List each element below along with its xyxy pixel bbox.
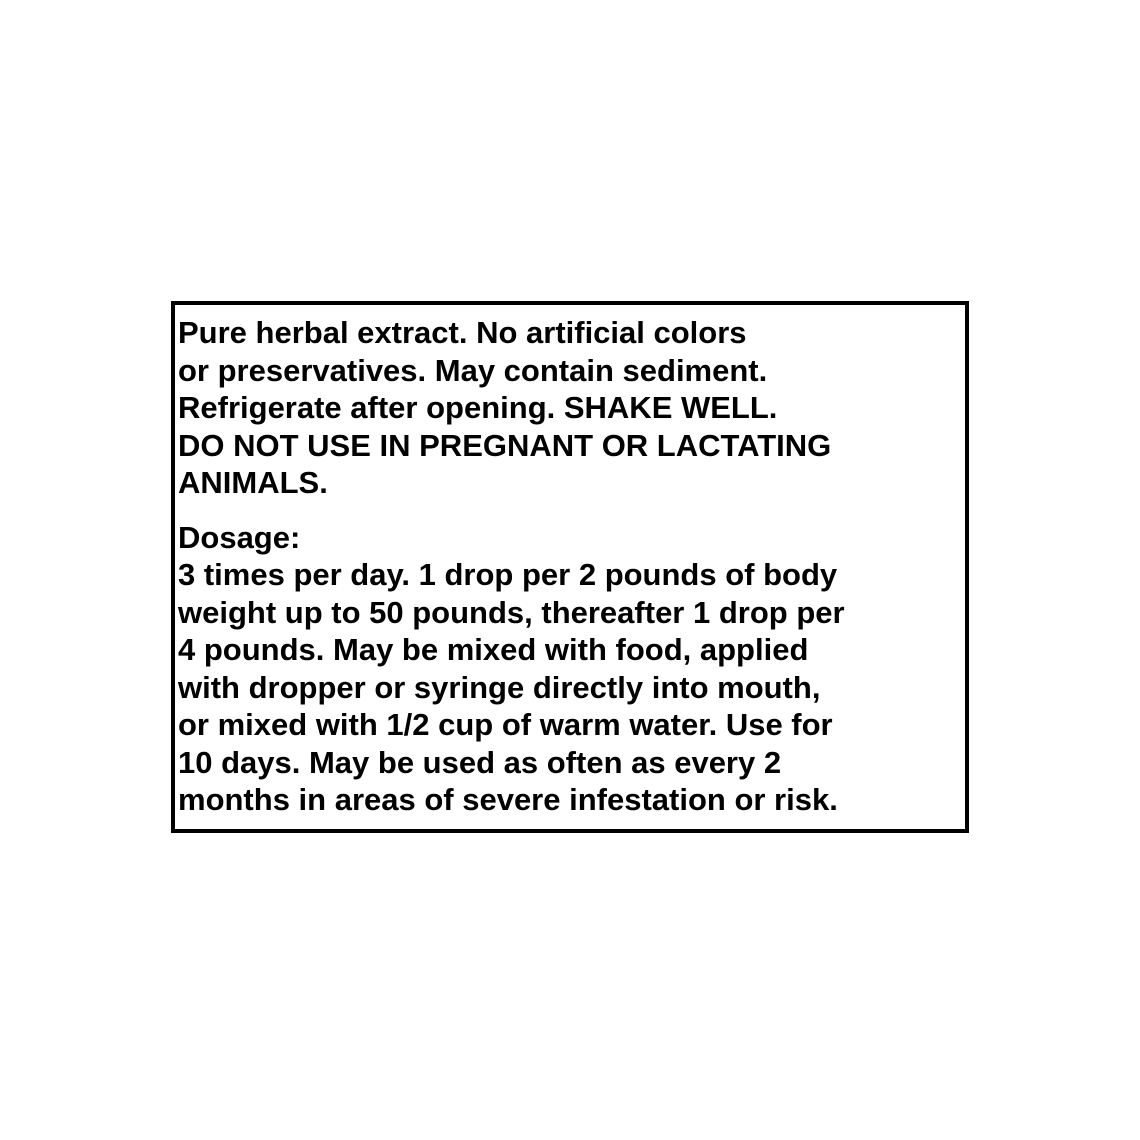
paragraph-gap [178, 502, 845, 519]
dosage-heading: Dosage: [178, 519, 301, 555]
dosage-line: months in areas of severe infestation or risk. [178, 782, 838, 817]
dosage-line: weight up to 50 pounds, thereafter 1 drop per [178, 594, 845, 630]
dosage-line: 4 pounds. May be mixed with food, applied [178, 632, 809, 667]
warning-line: Refrigerate after opening. SHAKE WELL. [178, 390, 778, 425]
dosage-line: with dropper or syringe directly into mouth, [178, 669, 821, 705]
dosage-line: or mixed with 1/2 cup of warm water. Use for [178, 707, 833, 742]
warning-line: Pure herbal extract. No artificial colors [178, 315, 747, 350]
dosage-line: 3 times per day. 1 drop per 2 pounds of body [178, 557, 838, 592]
warning-line: ANIMALS. [178, 465, 328, 500]
warning-line: DO NOT USE IN PREGNANT OR LACTATING [178, 427, 832, 463]
label-text-block [178, 314, 845, 819]
dosage-line: 10 days. May be used as often as every 2 [178, 744, 782, 780]
warning-line: or preservatives. May contain sediment. [178, 352, 768, 388]
